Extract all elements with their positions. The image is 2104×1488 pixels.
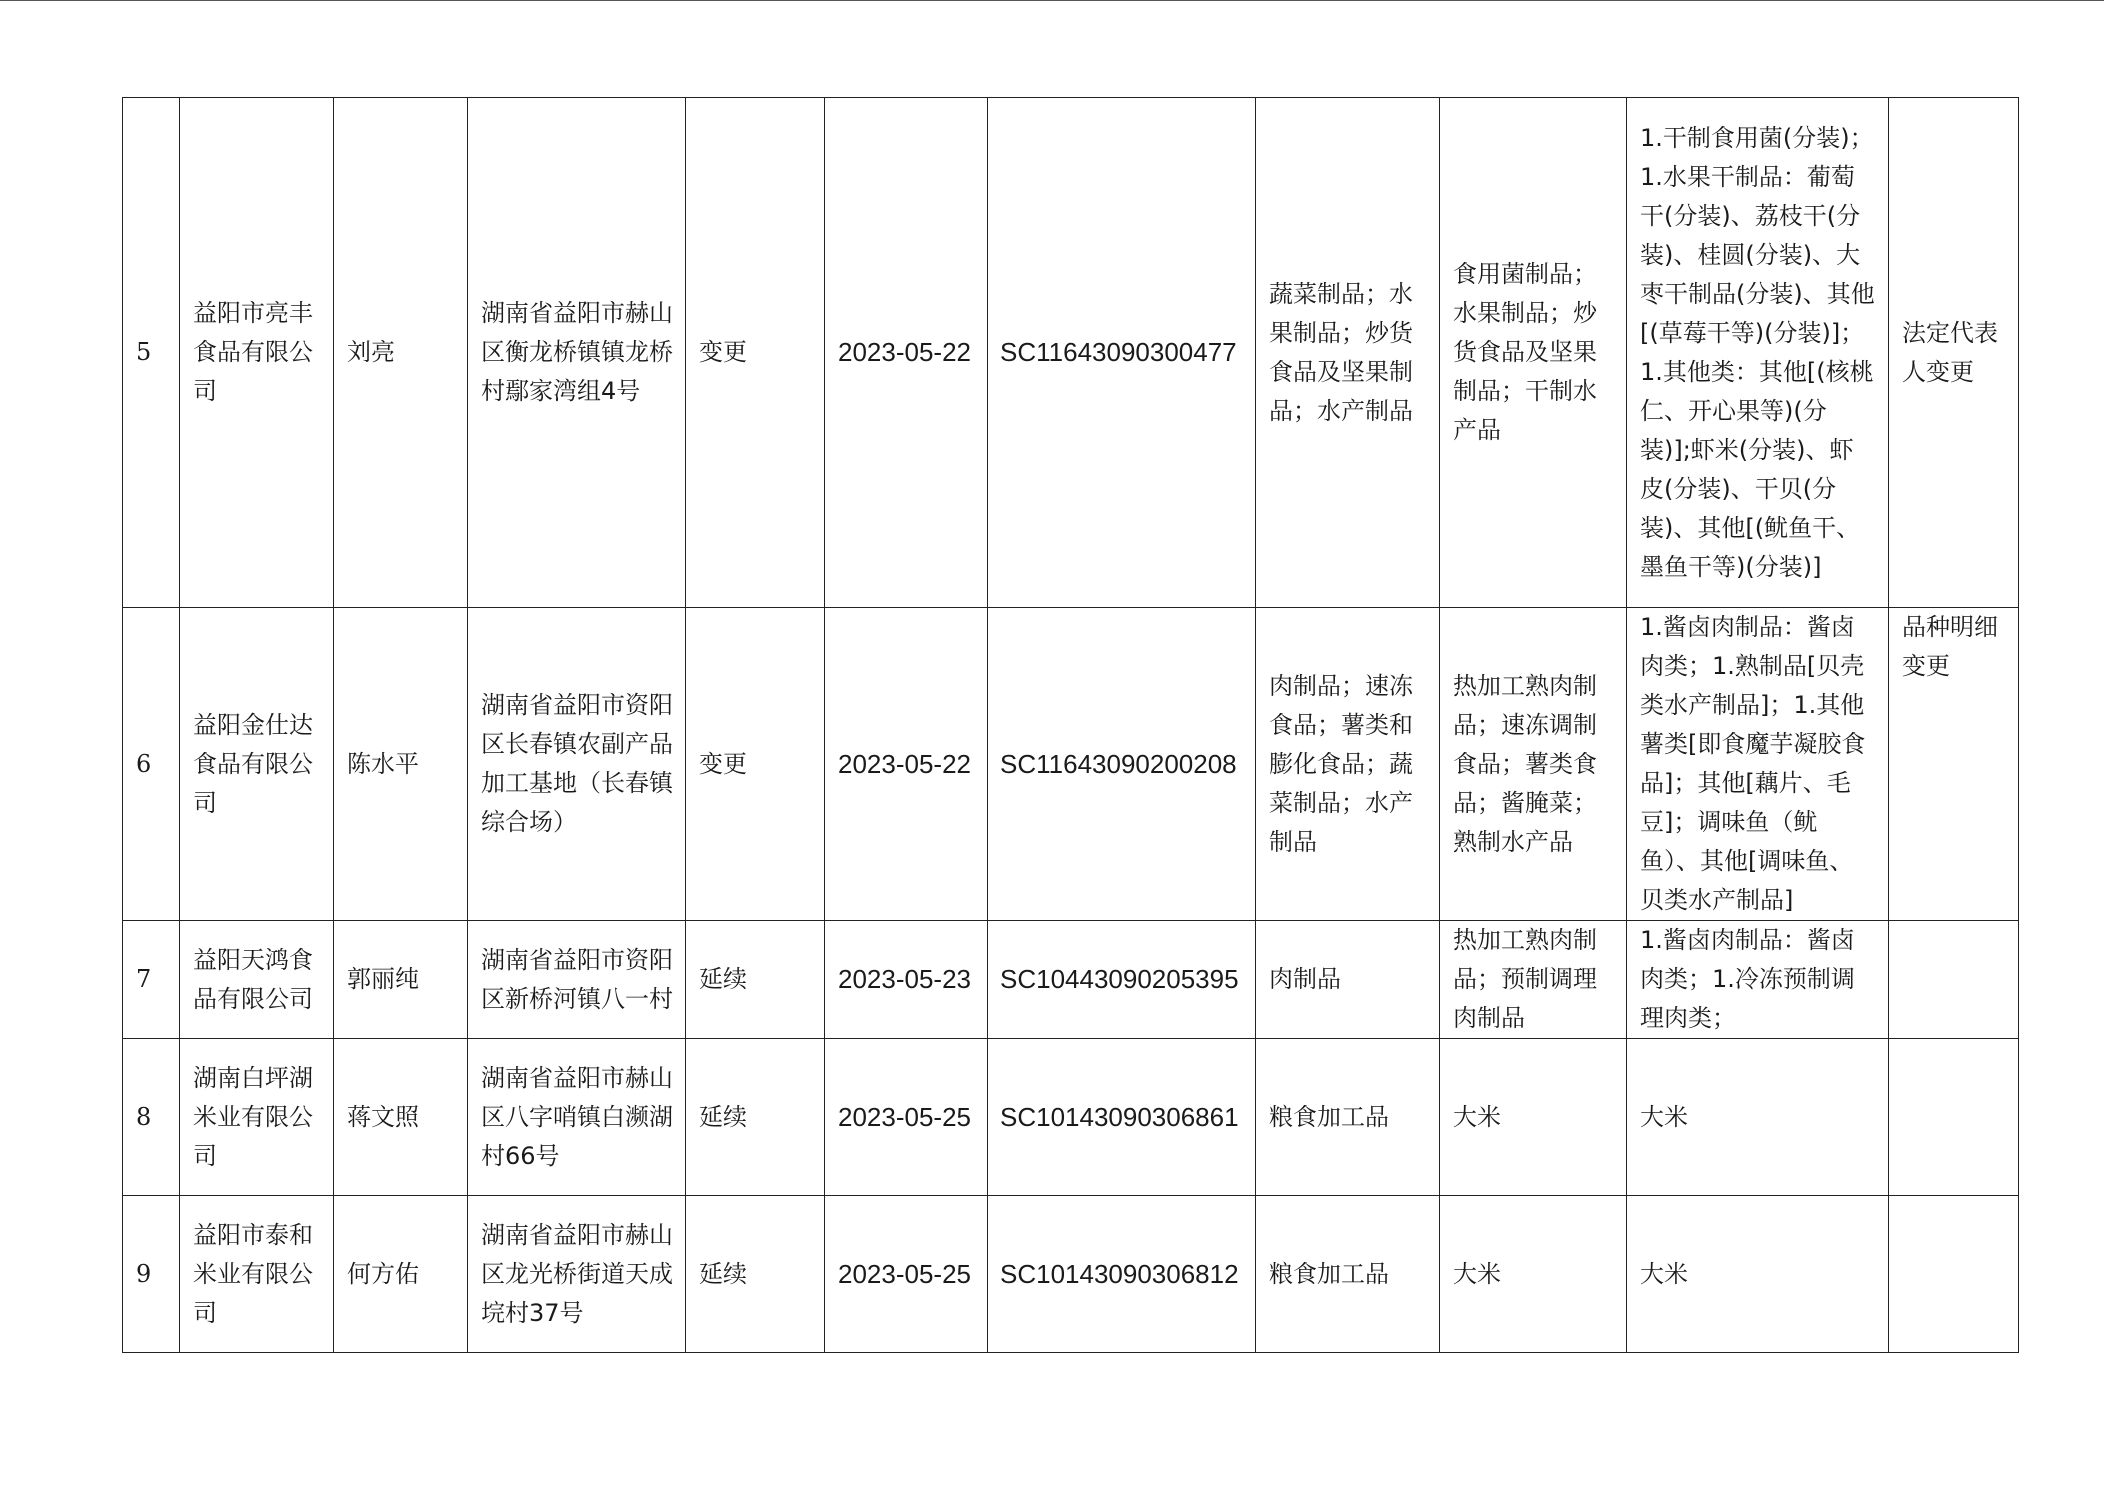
change-remark xyxy=(1889,1196,2019,1353)
issue-date: 2023-05-25 xyxy=(825,1039,988,1196)
license-number: SC10143090306861 xyxy=(988,1039,1256,1196)
legal-representative: 刘亮 xyxy=(334,98,468,608)
table-row xyxy=(123,608,2019,921)
food-subcategory: 大米 xyxy=(1440,1196,1627,1353)
license-action: 变更 xyxy=(686,98,825,608)
issue-date: 2023-05-25 xyxy=(825,1196,988,1353)
change-remark xyxy=(1889,1039,2019,1196)
company-name: 益阳市泰和米业有限公司 xyxy=(180,1196,334,1353)
product-detail: 大米 xyxy=(1627,1196,1889,1353)
food-category: 粮食加工品 xyxy=(1256,1039,1440,1196)
row-number: 9 xyxy=(123,1196,180,1353)
legal-representative: 郭丽纯 xyxy=(334,921,468,1039)
row-number: 7 xyxy=(123,921,180,1039)
table-row xyxy=(123,1039,2019,1196)
food-subcategory: 大米 xyxy=(1440,1039,1627,1196)
food-category: 蔬菜制品；水果制品；炒货食品及坚果制品；水产制品 xyxy=(1256,98,1440,608)
row-number: 5 xyxy=(123,98,180,608)
license-number: SC11643090300477 xyxy=(988,98,1256,608)
change-remark: 法定代表人变更 xyxy=(1889,98,2019,608)
product-detail: 1.干制食用菌(分装)；1.水果干制品：葡萄干(分装)、荔枝干(分装)、桂圆(分装)、大枣干制品(分装)、其他[(草莓干等)(分装)]；1.其他类：其他[(核桃仁、开心果等)(分装)];虾米(分装)、虾皮(分装)、干贝(分装)、其他[(鱿鱼干、墨鱼干等)(分装)] xyxy=(1627,98,1889,608)
table-row xyxy=(123,98,2019,608)
change-remark: 品种明细变更 xyxy=(1889,608,2019,921)
license-action: 变更 xyxy=(686,608,825,921)
license-table xyxy=(122,97,2019,1353)
change-remark xyxy=(1889,921,2019,1039)
license-number: SC10443090205395 xyxy=(988,921,1256,1039)
company-name: 湖南白坪湖米业有限公司 xyxy=(180,1039,334,1196)
issue-date: 2023-05-22 xyxy=(825,608,988,921)
license-action: 延续 xyxy=(686,921,825,1039)
license-number: SC10143090306812 xyxy=(988,1196,1256,1353)
company-name: 益阳市亮丰食品有限公司 xyxy=(180,98,334,608)
company-address: 湖南省益阳市资阳区长春镇农副产品加工基地（长春镇综合场） xyxy=(468,608,686,921)
food-category: 肉制品；速冻食品；薯类和膨化食品；蔬菜制品；水产制品 xyxy=(1256,608,1440,921)
company-address: 湖南省益阳市资阳区新桥河镇八一村 xyxy=(468,921,686,1039)
food-subcategory: 热加工熟肉制品；预制调理肉制品 xyxy=(1440,921,1627,1039)
company-name: 益阳金仕达食品有限公司 xyxy=(180,608,334,921)
table-row xyxy=(123,1196,2019,1353)
page-top-rule xyxy=(0,0,2104,1)
company-address: 湖南省益阳市赫山区龙光桥街道天成垸村37号 xyxy=(468,1196,686,1353)
license-action: 延续 xyxy=(686,1196,825,1353)
food-subcategory: 食用菌制品；水果制品；炒货食品及坚果制品；干制水产品 xyxy=(1440,98,1627,608)
legal-representative: 蒋文照 xyxy=(334,1039,468,1196)
table-row xyxy=(123,921,2019,1039)
row-number: 6 xyxy=(123,608,180,921)
product-detail: 大米 xyxy=(1627,1039,1889,1196)
legal-representative: 何方佑 xyxy=(334,1196,468,1353)
row-number: 8 xyxy=(123,1039,180,1196)
food-category: 肉制品 xyxy=(1256,921,1440,1039)
food-subcategory: 热加工熟肉制品；速冻调制食品；薯类食品；酱腌菜；熟制水产品 xyxy=(1440,608,1627,921)
company-address: 湖南省益阳市赫山区衡龙桥镇镇龙桥村鄢家湾组4号 xyxy=(468,98,686,608)
issue-date: 2023-05-23 xyxy=(825,921,988,1039)
issue-date: 2023-05-22 xyxy=(825,98,988,608)
food-category: 粮食加工品 xyxy=(1256,1196,1440,1353)
company-name: 益阳天鸿食品有限公司 xyxy=(180,921,334,1039)
product-detail: 1.酱卤肉制品：酱卤肉类；1.熟制品[贝壳类水产制品]；1.其他薯类[即食魔芋凝胶食品]；其他[藕片、毛豆]；调味鱼（鱿鱼）、其他[调味鱼、贝类水产制品] xyxy=(1627,608,1889,921)
company-address: 湖南省益阳市赫山区八字哨镇白濒湖村66号 xyxy=(468,1039,686,1196)
license-action: 延续 xyxy=(686,1039,825,1196)
product-detail: 1.酱卤肉制品：酱卤肉类；1.冷冻预制调理肉类； xyxy=(1627,921,1889,1039)
license-number: SC11643090200208 xyxy=(988,608,1256,921)
legal-representative: 陈水平 xyxy=(334,608,468,921)
